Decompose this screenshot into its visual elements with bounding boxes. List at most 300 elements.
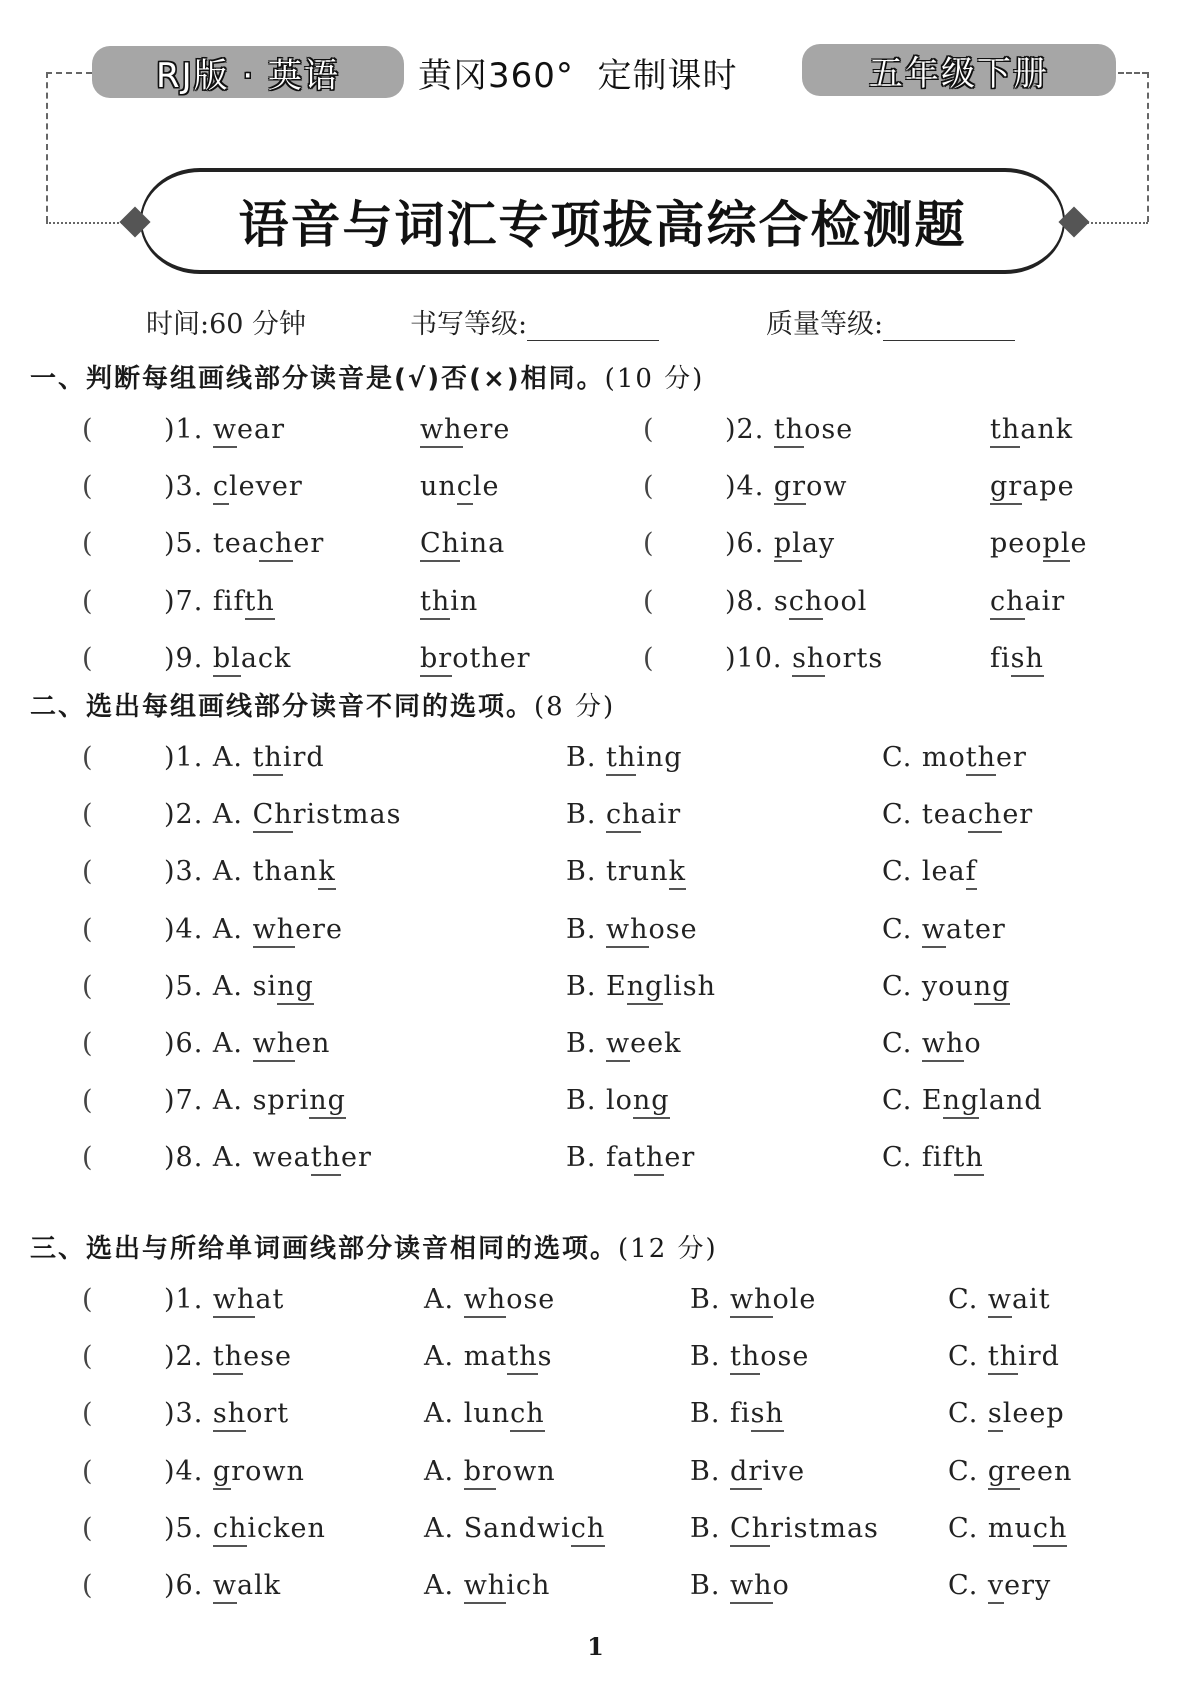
question-number: )6.	[164, 1028, 204, 1059]
word-part: ait	[1012, 1284, 1051, 1315]
edition-subject-pill	[92, 46, 404, 98]
option-word	[253, 1085, 346, 1119]
underlined-part: c	[457, 471, 473, 505]
frame-dash-top-right	[1118, 72, 1148, 74]
word-part: si	[252, 970, 278, 1002]
option-word	[606, 1028, 681, 1062]
option-letter: B.	[566, 799, 597, 831]
option-letter: B.	[566, 1028, 597, 1059]
question-number: )5.	[164, 1512, 204, 1544]
underlined-part: gr	[774, 471, 806, 505]
option-word	[988, 1513, 1068, 1547]
word-part: en	[295, 1028, 331, 1059]
option-a[interactable]	[164, 742, 325, 773]
underlined-part: sh	[751, 1398, 784, 1432]
question-word	[725, 586, 867, 617]
option-letter: A.	[424, 1512, 455, 1544]
compare-word	[990, 414, 1073, 445]
underlined-part: ng	[627, 971, 664, 1005]
option-c[interactable]	[882, 914, 1006, 945]
option-a[interactable]	[424, 1284, 555, 1315]
given-word-text	[213, 1456, 305, 1490]
answer-paren[interactable]: (	[82, 1085, 93, 1117]
option-letter: A.	[212, 799, 243, 831]
grade-pill	[802, 44, 1116, 96]
word-part: other	[452, 642, 531, 674]
option-a[interactable]	[164, 856, 336, 887]
frame-dash-top-left	[46, 72, 92, 74]
option-a[interactable]	[164, 914, 343, 945]
option-letter: A.	[424, 1341, 455, 1373]
underlined-part: k	[669, 856, 686, 890]
word-1	[213, 586, 275, 620]
given-word-text	[213, 1398, 289, 1432]
section-points: (12 分)	[618, 1234, 718, 1264]
answer-paren[interactable]: (	[82, 1398, 93, 1430]
word-part: s	[537, 1341, 553, 1373]
option-word	[464, 1570, 551, 1604]
time-info: 时间:60 分钟	[146, 309, 307, 340]
underlined-part: w	[988, 1284, 1012, 1318]
underlined-part: th	[966, 742, 996, 776]
question-number: )4.	[164, 913, 204, 945]
word-part: wea	[252, 1142, 311, 1174]
option-letter: A.	[212, 1142, 243, 1174]
word-part: ear	[237, 414, 285, 445]
question-word	[164, 414, 285, 445]
question-word	[725, 528, 835, 559]
underlined-part: ng	[309, 1085, 346, 1119]
option-word	[922, 971, 1011, 1005]
question-number: )3.	[164, 1398, 204, 1430]
option-word	[730, 1570, 790, 1604]
given-word	[164, 1570, 281, 1601]
section-heading-text: 三、选出与所给单词画线部分读音相同的选项。	[30, 1234, 619, 1264]
question-word	[725, 471, 847, 502]
underlined-part: sh	[792, 643, 825, 677]
option-letter: C.	[882, 856, 913, 888]
question-word	[164, 471, 303, 502]
word-2	[420, 643, 531, 677]
option-b[interactable]	[566, 1142, 695, 1173]
word-part: own	[495, 1455, 556, 1487]
underlined-part: Ch	[730, 1513, 770, 1547]
option-c[interactable]	[882, 742, 1027, 773]
option-a[interactable]	[424, 1398, 545, 1429]
answer-paren[interactable]: (	[82, 1284, 93, 1315]
option-letter: A.	[212, 913, 243, 945]
option-c[interactable]	[948, 1284, 1051, 1315]
underlined-part: ch	[968, 799, 1003, 833]
word-part: er	[341, 1142, 372, 1174]
word-part: er	[293, 528, 325, 560]
question-number: )2.	[164, 799, 204, 831]
option-word	[464, 1513, 606, 1547]
option-a[interactable]	[164, 1028, 330, 1059]
option-word	[253, 1028, 331, 1062]
option-word	[922, 1028, 982, 1062]
answer-paren[interactable]: (	[82, 1028, 93, 1059]
answer-paren[interactable]: (	[643, 528, 654, 560]
underlined-part: br	[464, 1456, 496, 1490]
underlined-part: f	[966, 856, 977, 890]
answer-paren[interactable]: (	[82, 585, 93, 617]
word-2	[420, 528, 505, 562]
option-letter: A.	[212, 742, 243, 773]
underlined-part: th	[311, 1142, 341, 1176]
section-points: (10 分)	[604, 364, 705, 394]
underlined-part: wh	[730, 1570, 773, 1604]
question-word	[725, 414, 853, 445]
option-letter: A.	[424, 1455, 455, 1487]
answer-paren[interactable]: (	[82, 414, 93, 445]
option-c[interactable]	[882, 971, 1010, 1002]
word-part: ank	[1020, 414, 1074, 445]
word-part: E	[606, 970, 627, 1002]
answer-paren[interactable]: (	[82, 1341, 93, 1373]
option-word	[922, 799, 1033, 833]
page-title: 语音与词汇专项拔高综合检测题	[238, 195, 967, 254]
word-1	[774, 471, 848, 505]
underlined-part: th	[730, 1341, 760, 1375]
section-heading	[30, 1228, 718, 1265]
compare-word	[420, 471, 500, 502]
option-letter: A.	[424, 1398, 455, 1430]
word-2	[420, 414, 510, 448]
question-word	[164, 586, 275, 617]
option-word	[253, 971, 314, 1005]
answer-paren[interactable]: (	[82, 970, 93, 1002]
underlined-part: th	[606, 742, 636, 776]
option-c[interactable]	[948, 1398, 1065, 1429]
word-part: ery	[1004, 1570, 1052, 1601]
option-a[interactable]	[164, 1085, 346, 1116]
option-letter: C.	[882, 1142, 913, 1174]
option-b[interactable]	[690, 1456, 805, 1487]
section-points: (8 分)	[534, 692, 616, 722]
option-letter: C.	[882, 1085, 913, 1117]
option-a[interactable]	[164, 971, 314, 1002]
underlined-part: ch	[571, 1513, 606, 1547]
word-1	[774, 528, 835, 562]
option-word	[253, 914, 343, 948]
word-part: in	[450, 585, 479, 617]
answer-paren[interactable]: (	[82, 742, 93, 773]
word-part: mo	[921, 742, 966, 773]
option-c[interactable]	[948, 1570, 1051, 1601]
underlined-part: wh	[464, 1570, 507, 1604]
answer-paren[interactable]: (	[82, 528, 93, 560]
answer-paren[interactable]: (	[82, 642, 93, 674]
word-part: fif	[921, 1142, 954, 1174]
option-word	[464, 1398, 545, 1432]
compare-word	[420, 528, 505, 559]
option-word	[606, 1142, 695, 1176]
option-c[interactable]	[882, 1142, 984, 1173]
question-number: )4.	[164, 1455, 204, 1487]
word-part: un	[420, 471, 457, 503]
option-letter: C.	[948, 1455, 979, 1487]
underlined-part: gr	[988, 1456, 1020, 1490]
question-number: )8.	[164, 1142, 204, 1174]
writing-grade-label: 书写等级:	[410, 309, 528, 340]
answer-paren[interactable]: (	[643, 642, 654, 674]
quality-grade-label: 质量等级:	[766, 309, 884, 340]
word-1	[774, 414, 853, 448]
underlined-part: bl	[213, 643, 241, 677]
underlined-part: ng	[974, 971, 1011, 1005]
word-part: ere	[462, 414, 511, 445]
question-number: )6.	[725, 528, 765, 560]
option-b[interactable]	[566, 971, 716, 1002]
word-part: er	[1002, 799, 1034, 831]
option-letter: C.	[882, 970, 913, 1002]
word-1	[213, 528, 324, 562]
option-c[interactable]	[882, 799, 1033, 830]
option-b[interactable]	[690, 1284, 816, 1315]
option-a[interactable]	[424, 1456, 556, 1487]
word-part: ool	[823, 585, 868, 617]
option-c[interactable]	[948, 1456, 1072, 1487]
question-number: )1.	[164, 1284, 204, 1315]
given-word	[164, 1456, 305, 1487]
underlined-part: ng	[633, 1085, 670, 1119]
underlined-part: wh	[730, 1284, 773, 1318]
option-b[interactable]	[566, 1085, 670, 1116]
option-a[interactable]	[424, 1341, 553, 1372]
option-word	[988, 1570, 1051, 1604]
word-part: E	[921, 1085, 943, 1117]
underlined-part: ch	[789, 586, 824, 620]
word-part: mu	[987, 1512, 1033, 1544]
word-part: ay	[801, 528, 836, 560]
given-word-text	[213, 1513, 326, 1547]
underlined-part: ng	[943, 1085, 980, 1119]
answer-paren[interactable]: (	[82, 471, 93, 503]
option-c[interactable]	[882, 1085, 1043, 1116]
option-letter: A.	[424, 1570, 455, 1601]
option-b[interactable]	[690, 1513, 879, 1544]
question-number: )5.	[164, 970, 204, 1002]
word-part: tea	[212, 528, 259, 560]
frame-dash-right	[1147, 72, 1149, 222]
question-number: )1.	[164, 414, 204, 445]
word-part: ose	[804, 414, 854, 445]
option-letter: B.	[690, 1512, 721, 1544]
word-1	[792, 643, 883, 677]
option-b[interactable]	[566, 856, 686, 887]
option-letter: B.	[690, 1455, 721, 1487]
option-word	[606, 1085, 670, 1119]
option-b[interactable]	[690, 1570, 790, 1601]
word-part: ose	[760, 1341, 810, 1373]
word-part: icken	[247, 1512, 326, 1544]
underlined-part: th	[420, 586, 450, 620]
compare-word	[990, 586, 1065, 617]
question-number: )7.	[164, 1085, 204, 1117]
option-b[interactable]	[690, 1341, 809, 1372]
underlined-part: ch	[213, 1513, 248, 1547]
option-word	[606, 799, 681, 833]
question-number: )1.	[164, 742, 204, 773]
word-part: ird	[282, 742, 325, 773]
compare-word	[990, 471, 1075, 502]
answer-paren[interactable]: (	[82, 856, 93, 888]
word-part: ort	[246, 1398, 290, 1430]
word-part: tea	[921, 799, 968, 831]
edition-subject-label: RJ版 · 英语	[155, 55, 341, 96]
underlined-part: th	[634, 1142, 664, 1176]
option-b[interactable]	[566, 799, 681, 830]
word-part: at	[255, 1284, 285, 1315]
option-word	[464, 1341, 553, 1375]
answer-paren[interactable]: (	[82, 913, 93, 945]
option-word	[253, 799, 402, 833]
compare-word	[990, 643, 1044, 674]
underlined-part: br	[420, 643, 452, 677]
option-word	[922, 914, 1006, 948]
answer-paren[interactable]: (	[643, 585, 654, 617]
underlined-part: ch	[606, 799, 641, 833]
given-word	[164, 1341, 292, 1372]
word-part: alk	[237, 1570, 282, 1601]
brand-title	[418, 46, 738, 98]
question-number: )5.	[164, 528, 204, 560]
option-a[interactable]	[164, 799, 401, 830]
option-word	[464, 1456, 556, 1490]
option-word	[988, 1398, 1065, 1432]
option-word	[606, 971, 716, 1005]
underlined-part: ng	[277, 971, 314, 1005]
answer-paren[interactable]: (	[82, 799, 93, 831]
option-letter: B.	[566, 1142, 597, 1174]
option-letter: A.	[212, 856, 243, 888]
question-number: )2.	[164, 1341, 204, 1373]
word-part: le	[472, 471, 500, 503]
section-heading-text: 二、选出每组画线部分读音不同的选项。	[30, 692, 535, 722]
underlined-part: th	[507, 1341, 537, 1375]
option-b[interactable]	[690, 1398, 784, 1429]
word-part: ater	[946, 913, 1006, 945]
question-number: )9.	[164, 642, 204, 674]
underlined-part: wh	[464, 1284, 507, 1318]
given-word-text	[213, 1341, 292, 1375]
option-letter: A.	[212, 970, 243, 1002]
option-word	[730, 1456, 805, 1490]
option-word	[730, 1341, 809, 1375]
word-part: ose	[506, 1284, 556, 1315]
option-word	[922, 1142, 984, 1176]
word-part: lun	[463, 1398, 511, 1430]
quality-grade-blank[interactable]	[883, 312, 1015, 341]
option-c[interactable]	[948, 1341, 1060, 1372]
underlined-part: ch	[990, 586, 1025, 620]
option-a[interactable]	[424, 1570, 550, 1601]
option-word	[988, 1341, 1060, 1375]
given-word	[164, 1513, 326, 1544]
word-1	[213, 414, 285, 448]
underlined-part: wh	[253, 914, 296, 948]
underlined-part: sh	[1011, 643, 1044, 677]
word-part: ristmas	[292, 799, 402, 831]
option-b[interactable]	[566, 914, 698, 945]
compare-word	[990, 528, 1087, 559]
question-number: )4.	[725, 471, 765, 503]
underlined-part: w	[213, 1570, 237, 1604]
given-word	[164, 1284, 284, 1315]
option-word	[988, 1284, 1051, 1318]
option-c[interactable]	[948, 1513, 1067, 1544]
option-a[interactable]	[164, 1142, 372, 1173]
option-letter: B.	[566, 742, 597, 773]
answer-paren[interactable]: (	[82, 1455, 93, 1487]
underlined-part: Ch	[420, 528, 460, 562]
answer-paren[interactable]: (	[82, 1512, 93, 1544]
word-part: o	[772, 1570, 790, 1601]
section-heading-text: 一、判断每组画线部分读音是(√)否(×)相同。	[30, 364, 605, 394]
word-part: air	[1024, 585, 1066, 617]
option-c[interactable]	[882, 856, 977, 887]
option-word	[606, 856, 686, 890]
word-part: ere	[295, 913, 343, 945]
word-part: ristmas	[770, 1512, 879, 1544]
answer-paren[interactable]: (	[643, 471, 654, 503]
underlined-part: wh	[420, 414, 463, 448]
answer-paren[interactable]: (	[643, 414, 654, 445]
word-part: ose	[648, 913, 698, 945]
word-part: rown	[231, 1455, 305, 1487]
underlined-part: c	[213, 471, 229, 505]
option-letter: A.	[424, 1284, 455, 1315]
underlined-part: dr	[730, 1456, 762, 1490]
option-word	[464, 1284, 556, 1318]
writing-grade-blank[interactable]	[527, 312, 659, 341]
section-heading	[30, 358, 704, 395]
option-word	[988, 1456, 1073, 1490]
section-heading	[30, 686, 615, 723]
option-letter: B.	[566, 1085, 597, 1117]
compare-word	[420, 586, 478, 617]
option-letter: C.	[948, 1284, 979, 1315]
underlined-part: wh	[606, 914, 649, 948]
word-part: lish	[663, 970, 716, 1002]
question-number: )8.	[725, 585, 765, 617]
word-part: orts	[825, 642, 884, 674]
word-part: leep	[1002, 1398, 1065, 1430]
word-part: ich	[506, 1570, 551, 1601]
answer-paren[interactable]: (	[82, 1570, 93, 1601]
word-2	[990, 643, 1044, 677]
word-part: fa	[606, 1142, 635, 1174]
underlined-part: th	[213, 1341, 243, 1375]
option-b[interactable]	[566, 742, 683, 773]
option-a[interactable]	[424, 1513, 605, 1544]
brand-label: 黄冈360° 定制课时	[418, 55, 738, 96]
word-part: ow	[806, 471, 848, 503]
word-part: lo	[606, 1085, 633, 1117]
word-part: een	[1020, 1455, 1073, 1487]
option-b[interactable]	[566, 1028, 681, 1059]
word-part: ole	[772, 1284, 817, 1315]
option-c[interactable]	[882, 1028, 982, 1059]
underlined-part: ch	[259, 528, 294, 562]
option-letter: C.	[948, 1512, 979, 1544]
answer-paren[interactable]: (	[82, 1142, 93, 1174]
word-2	[990, 414, 1073, 448]
word-part: fif	[212, 585, 245, 617]
word-part: ird	[1018, 1341, 1060, 1373]
word-part: fi	[730, 1398, 751, 1430]
